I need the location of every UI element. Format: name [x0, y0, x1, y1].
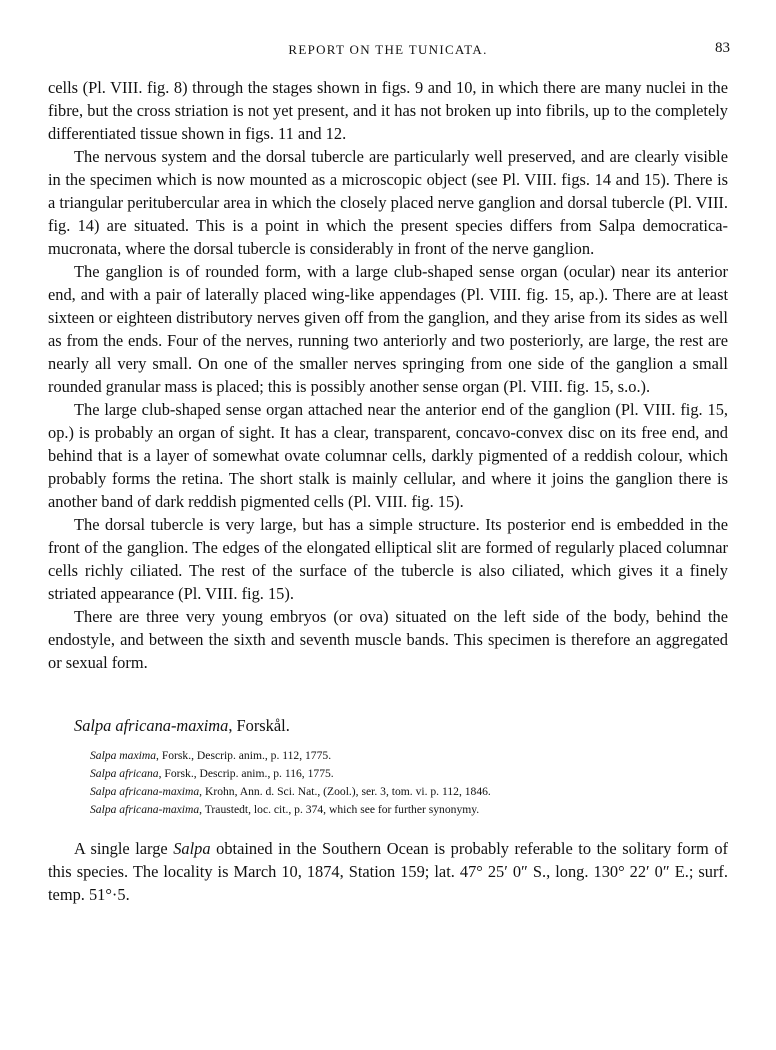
- locality-text-start: A single large: [74, 839, 174, 858]
- synonym-entry: [90, 747, 728, 765]
- page: [48, 40, 728, 906]
- synonym-ref: , Forsk., Descrip. anim., p. 112, 1775.: [156, 749, 332, 762]
- synonym-name: Salpa africana-maxima: [90, 785, 200, 798]
- synonym-entry: [90, 765, 728, 783]
- synonym-ref: , Traustedt, loc. cit., p. 374, which see for further synonymy.: [199, 803, 480, 816]
- running-title: REPORT ON THE TUNICATA.: [288, 42, 488, 57]
- species-heading: [48, 714, 728, 737]
- running-header: [48, 40, 728, 62]
- synonym-entry: [90, 783, 728, 801]
- species-section: [48, 714, 728, 906]
- species-name: Salpa africana-maxima: [74, 716, 229, 735]
- locality-paragraph: [48, 837, 728, 906]
- synonym-ref: , Krohn, Ann. d. Sci. Nat., (Zool.), ser. 3, tom. vi. p. 112, 1846.: [199, 785, 491, 798]
- paragraph-ganglion: The ganglion is of rounded form, with a large club-shaped sense organ (ocular) near its anterior end, and with a pair of laterally placed wing-like appendages (Pl. VIII. fig. 15, ap.). There are at least sixteen or eighteen distributory nerves given off from the ganglion, and they arise from its sides as well as from the ends. Four of the nerves, running two anteriorly and two posteriorly, are large, the rest are nearly all very small. On one of the smaller nerves springing from one side of the ganglion a small rounded granular mass is placed; this is possibly another sense organ (Pl. VIII. fig. 15, s.o.).: [48, 262, 728, 396]
- locality-text: [48, 837, 728, 906]
- paragraph-embryos: There are three very young embryos (or ova) situated on the left side of the body, behind the endostyle, and between the sixth and seventh muscle bands. This specimen is therefore an aggregated or sexual form.: [48, 607, 728, 672]
- synonymy-list: [90, 747, 728, 819]
- synonym-name: Salpa africana-maxima: [90, 803, 200, 816]
- paragraph-continued: cells (Pl. VIII. fig. 8) through the stages shown in figs. 9 and 10, in which there are many nuclei in the fibre, but the cross striation is not yet present, and it has not broken up into fibrils, up to the completely differentiated tissue shown in figs. 11 and 12.: [48, 78, 728, 143]
- paragraph-nervous-system: The nervous system and the dorsal tubercle are particularly well preserved, and are clearly visible in the specimen which is now mounted as a microscopic object (see Pl. VIII. figs. 14 and 15). There is a triangular peritubercular area in which the closely placed nerve ganglion and dorsal tubercle (Pl. VIII. fig. 14) are situated. This is a point in which the present species differs from Salpa democratica-mucronata, where the dorsal tubercle is considerably in front of the nerve ganglion.: [48, 147, 728, 258]
- locality-genus: Salpa: [173, 839, 211, 858]
- synonym-ref: , Forsk., Descrip. anim., p. 116, 1775.: [158, 767, 334, 780]
- paragraph-dorsal-tubercle: The dorsal tubercle is very large, but has a simple structure. Its posterior end is embedded in the front of the ganglion. The edges of the elongated elliptical slit are formed of regularly placed columnar cells richly ciliated. The rest of the surface of the tubercle is also ciliated, which gives it a finely striated appearance (Pl. VIII. fig. 15).: [48, 515, 728, 603]
- synonym-entry: [90, 801, 728, 819]
- body-text: [48, 76, 728, 674]
- synonym-name: Salpa africana: [90, 767, 159, 780]
- locality-text-end: obtained in the Southern Ocean is probably referable to the solitary form of this species. The locality is March 10, 1874, Station 159; lat. 47° 25′ 0″ S., long. 130° 22′ 0″ E.; surf. temp. 51°·5.: [48, 839, 728, 904]
- synonym-name: Salpa maxima: [90, 749, 157, 762]
- species-author: , Forskål.: [228, 716, 290, 735]
- page-number: 83: [715, 40, 730, 56]
- paragraph-sense-organ: The large club-shaped sense organ attached near the anterior end of the ganglion (Pl. VIII. fig. 15, op.) is probably an organ of sight. It has a clear, transparent, concavo-convex disc on its free end, and behind that is a layer of somewhat ovate columnar cells, darkly pigmented of a reddish colour, which probably forms the retina. The short stalk is mainly cellular, and where it joins the ganglion there is another band of dark reddish pigmented cells (Pl. VIII. fig. 15).: [48, 400, 728, 511]
